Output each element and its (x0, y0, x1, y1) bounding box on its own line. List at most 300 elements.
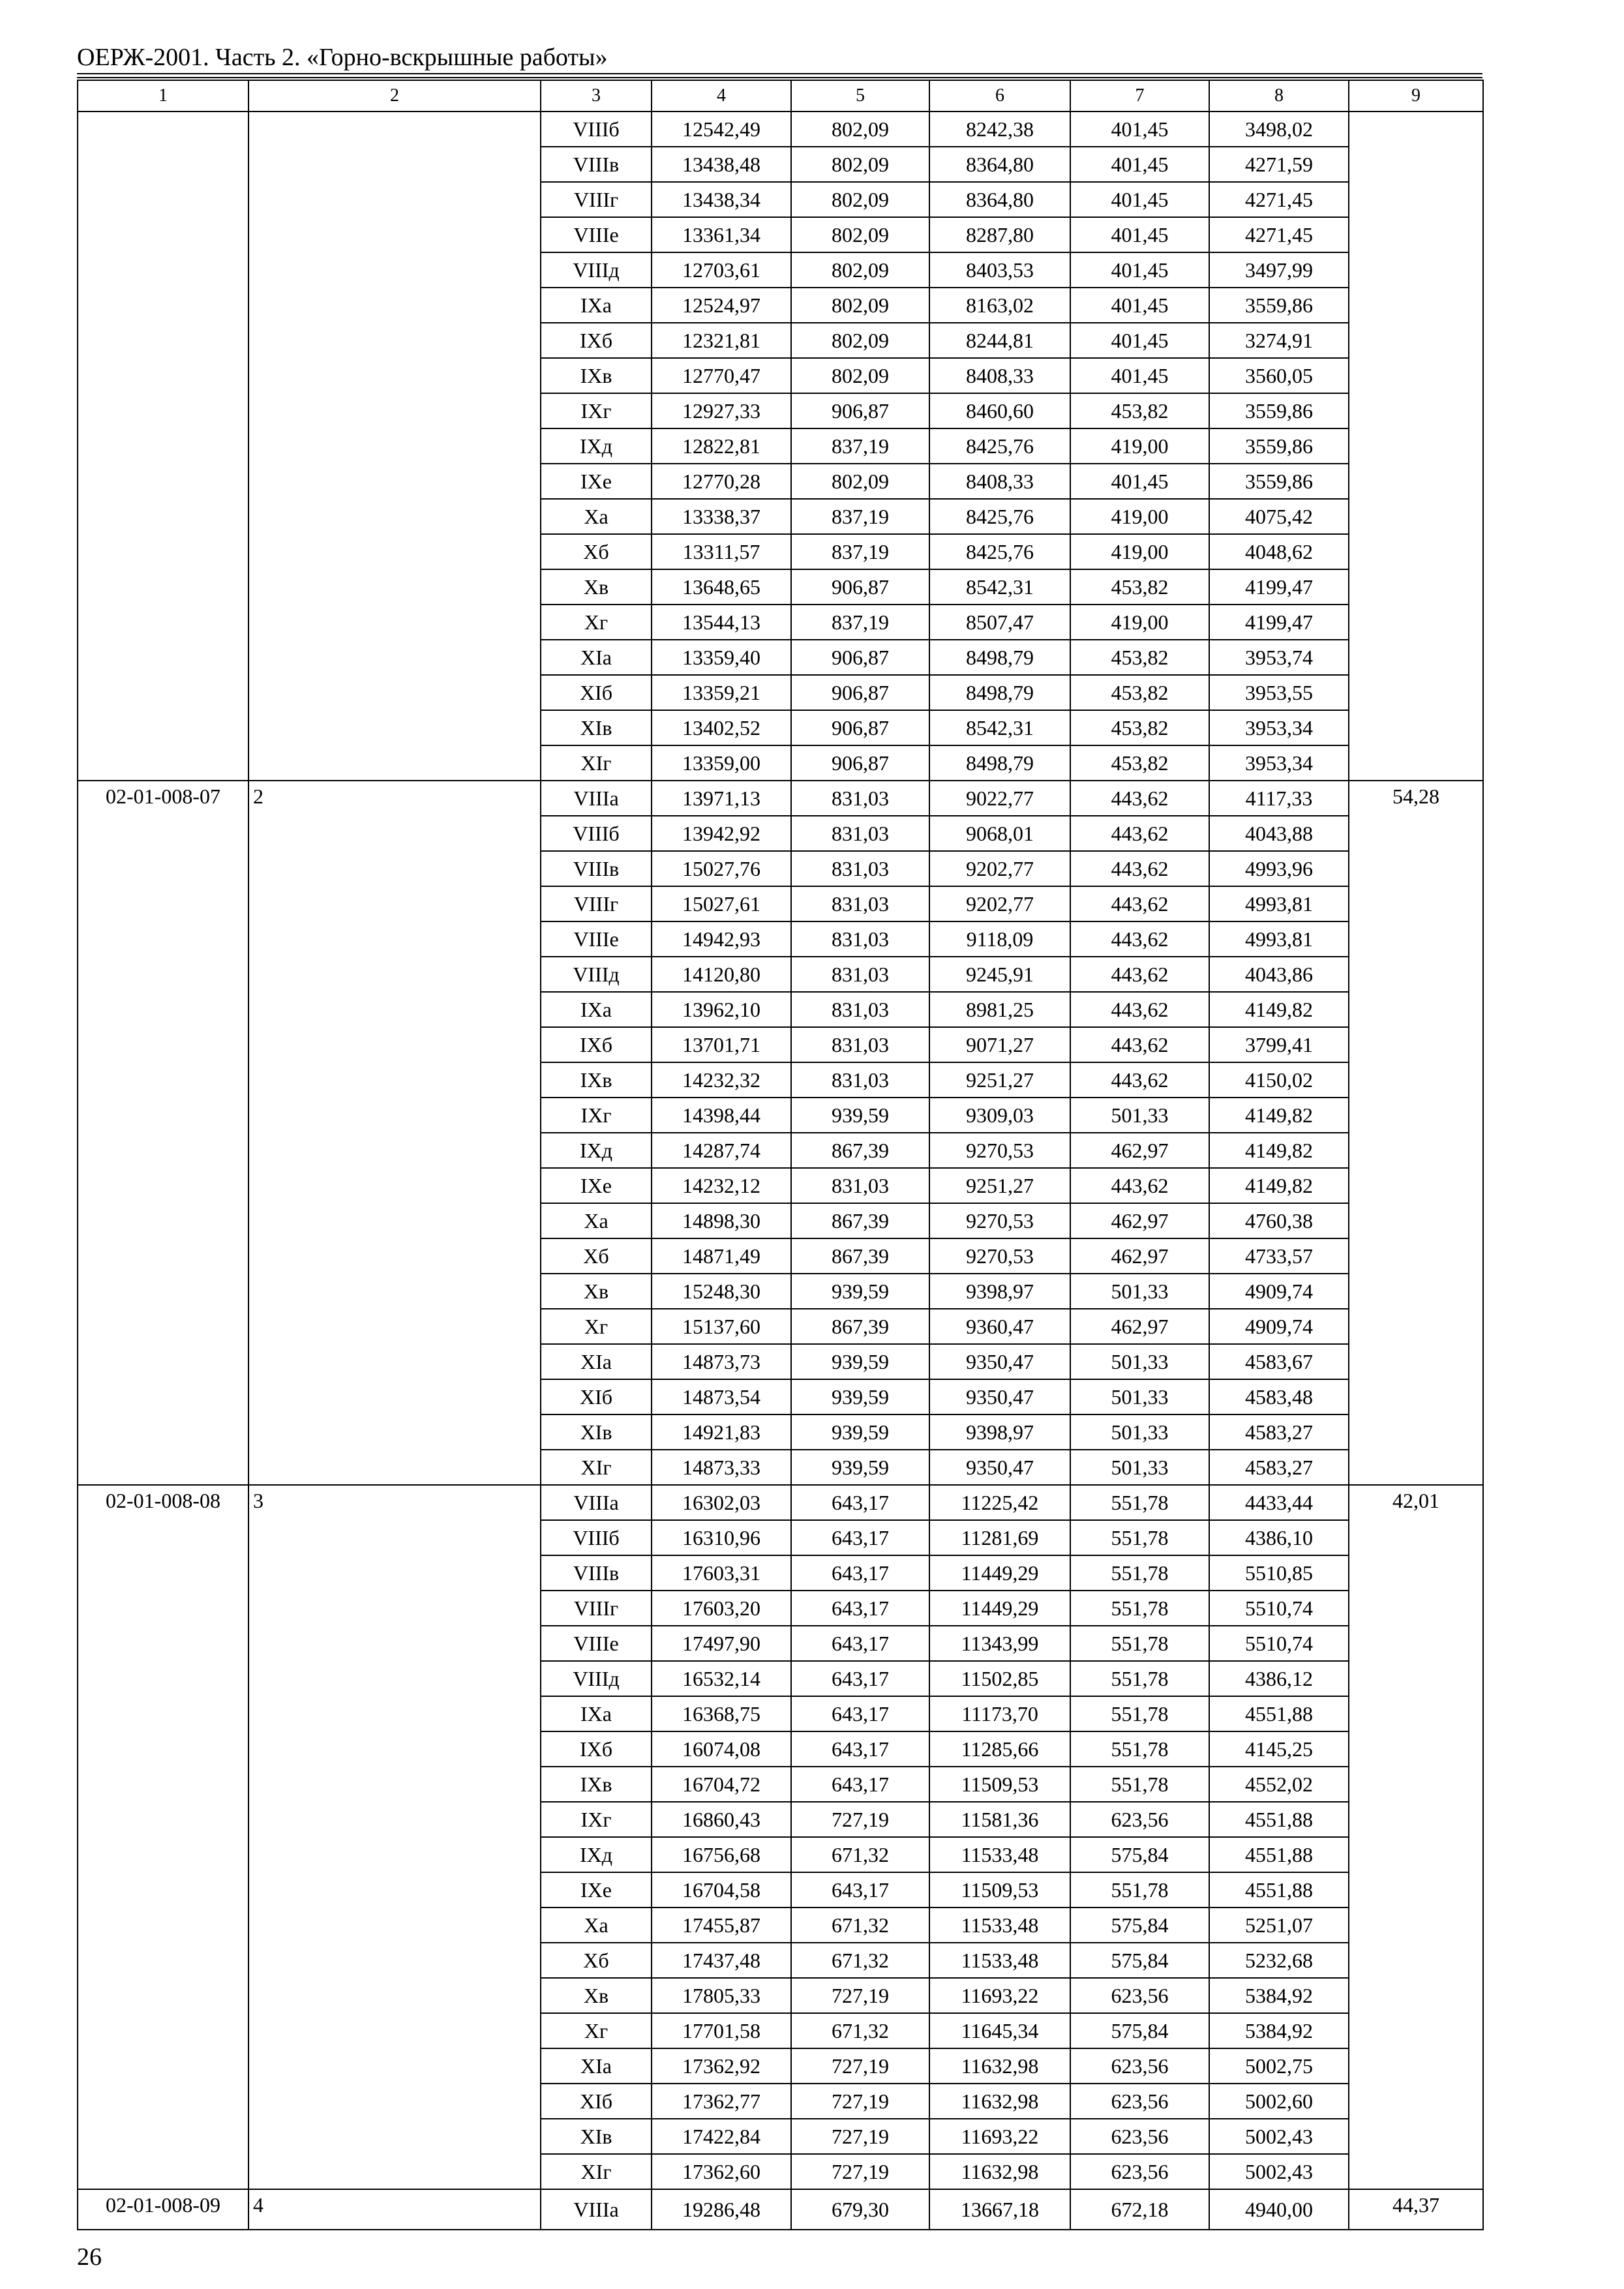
category-cell: IXд (541, 1837, 652, 1872)
total-cost-cell: 16704,58 (652, 1872, 791, 1908)
machinist-wages-cell: 551,78 (1070, 1591, 1209, 1626)
total-cost-cell: 13962,10 (652, 992, 791, 1027)
wages-cell: 643,17 (791, 1591, 929, 1626)
wages-cell: 831,03 (791, 992, 929, 1027)
rate-name-cell: 3 (248, 1485, 541, 2189)
materials-cost-cell: 4199,47 (1209, 605, 1349, 640)
labor-cost-cell: 54,28 (1349, 781, 1483, 1485)
machinist-wages-cell: 462,97 (1070, 1238, 1209, 1274)
category-cell: Xв (541, 569, 652, 605)
machinist-wages-cell: 623,56 (1070, 1802, 1209, 1837)
materials-cost-cell: 4145,25 (1209, 1731, 1349, 1767)
machinist-wages-cell: 462,97 (1070, 1203, 1209, 1238)
machinist-wages-cell: 443,62 (1070, 816, 1209, 851)
machine-cost-cell: 13667,18 (929, 2189, 1070, 2230)
total-cost-cell: 14873,73 (652, 1344, 791, 1379)
total-cost-cell: 14398,44 (652, 1098, 791, 1133)
total-cost-cell: 16532,14 (652, 1661, 791, 1696)
materials-cost-cell: 4199,47 (1209, 569, 1349, 605)
wages-cell: 906,87 (791, 745, 929, 781)
wages-cell: 867,39 (791, 1133, 929, 1168)
machine-cost-cell: 9360,47 (929, 1309, 1070, 1344)
category-cell: IXв (541, 358, 652, 393)
machine-cost-cell: 8542,31 (929, 710, 1070, 745)
category-cell: IXе (541, 1168, 652, 1203)
machine-cost-cell: 9350,47 (929, 1344, 1070, 1379)
wages-cell: 727,19 (791, 2048, 929, 2084)
labor-cost-cell (1349, 112, 1483, 781)
machine-cost-cell: 11449,29 (929, 1555, 1070, 1591)
materials-cost-cell: 4386,10 (1209, 1520, 1349, 1555)
wages-cell: 906,87 (791, 710, 929, 745)
category-cell: IXа (541, 1696, 652, 1731)
machinist-wages-cell: 551,78 (1070, 1767, 1209, 1802)
wages-cell: 837,19 (791, 499, 929, 534)
machine-cost-cell: 9350,47 (929, 1379, 1070, 1414)
wages-cell: 837,19 (791, 428, 929, 464)
machinist-wages-cell: 443,62 (1070, 886, 1209, 921)
machine-cost-cell: 8408,33 (929, 464, 1070, 499)
materials-cost-cell: 5002,75 (1209, 2048, 1349, 2084)
category-cell: VIIIб (541, 816, 652, 851)
wages-cell: 802,09 (791, 323, 929, 358)
category-cell: VIIIа (541, 2189, 652, 2230)
machinist-wages-cell: 551,78 (1070, 1661, 1209, 1696)
header-rule-bottom (77, 77, 1482, 78)
category-cell: IXв (541, 1767, 652, 1802)
table-row (78, 781, 1483, 816)
wages-cell: 643,17 (791, 1626, 929, 1661)
category-cell: VIIIд (541, 1661, 652, 1696)
total-cost-cell: 13359,21 (652, 675, 791, 710)
machine-cost-cell: 11645,34 (929, 2013, 1070, 2048)
total-cost-cell: 12321,81 (652, 323, 791, 358)
machine-cost-cell: 8425,76 (929, 428, 1070, 464)
category-cell: IXб (541, 1027, 652, 1062)
wages-cell: 939,59 (791, 1450, 929, 1485)
machine-cost-cell: 11509,53 (929, 1872, 1070, 1908)
machine-cost-cell: 8244,81 (929, 323, 1070, 358)
machinist-wages-cell: 672,18 (1070, 2189, 1209, 2230)
total-cost-cell: 16310,96 (652, 1520, 791, 1555)
total-cost-cell: 16704,72 (652, 1767, 791, 1802)
materials-cost-cell: 4043,86 (1209, 957, 1349, 992)
total-cost-cell: 17362,92 (652, 2048, 791, 2084)
machinist-wages-cell: 551,78 (1070, 1731, 1209, 1767)
column-number-cell: 4 (652, 80, 791, 112)
machinist-wages-cell: 575,84 (1070, 1908, 1209, 1943)
wages-cell: 643,17 (791, 1661, 929, 1696)
wages-cell: 867,39 (791, 1309, 929, 1344)
machinist-wages-cell: 551,78 (1070, 1555, 1209, 1591)
table-row (78, 112, 1483, 147)
machinist-wages-cell: 401,45 (1070, 147, 1209, 182)
materials-cost-cell: 4551,88 (1209, 1696, 1349, 1731)
materials-cost-cell: 3559,86 (1209, 464, 1349, 499)
wages-cell: 906,87 (791, 569, 929, 605)
machinist-wages-cell: 443,62 (1070, 921, 1209, 957)
total-cost-cell: 14120,80 (652, 957, 791, 992)
machine-cost-cell: 9398,97 (929, 1274, 1070, 1309)
wages-cell: 727,19 (791, 1802, 929, 1837)
column-number-cell: 7 (1070, 80, 1209, 112)
category-cell: Xа (541, 1203, 652, 1238)
category-cell: IXе (541, 1872, 652, 1908)
total-cost-cell: 15137,60 (652, 1309, 791, 1344)
total-cost-cell: 17701,58 (652, 2013, 791, 2048)
machinist-wages-cell: 575,84 (1070, 2013, 1209, 2048)
materials-cost-cell: 5384,92 (1209, 1978, 1349, 2013)
machine-cost-cell: 8425,76 (929, 499, 1070, 534)
machinist-wages-cell: 623,56 (1070, 2119, 1209, 2154)
machinist-wages-cell: 443,62 (1070, 781, 1209, 816)
page-number: 26 (77, 2243, 102, 2271)
machinist-wages-cell: 401,45 (1070, 112, 1209, 147)
machine-cost-cell: 11533,48 (929, 1908, 1070, 1943)
materials-cost-cell: 4149,82 (1209, 1168, 1349, 1203)
rate-code-cell: 02-01-008-09 (78, 2189, 248, 2230)
machine-cost-cell: 9251,27 (929, 1062, 1070, 1098)
materials-cost-cell: 5384,92 (1209, 2013, 1349, 2048)
machine-cost-cell: 11533,48 (929, 1943, 1070, 1978)
materials-cost-cell: 4909,74 (1209, 1274, 1349, 1309)
total-cost-cell: 16368,75 (652, 1696, 791, 1731)
machinist-wages-cell: 501,33 (1070, 1344, 1209, 1379)
machine-cost-cell: 9251,27 (929, 1168, 1070, 1203)
machinist-wages-cell: 551,78 (1070, 1626, 1209, 1661)
machinist-wages-cell: 623,56 (1070, 2154, 1209, 2189)
total-cost-cell: 13311,57 (652, 534, 791, 569)
materials-cost-cell: 4149,82 (1209, 1133, 1349, 1168)
total-cost-cell: 13361,34 (652, 217, 791, 252)
wages-cell: 643,17 (791, 1872, 929, 1908)
wages-cell: 837,19 (791, 534, 929, 569)
category-cell: XIв (541, 1414, 652, 1450)
total-cost-cell: 14232,32 (652, 1062, 791, 1098)
category-cell: Xа (541, 1908, 652, 1943)
header-rule-top (77, 73, 1482, 74)
total-cost-cell: 12770,28 (652, 464, 791, 499)
machine-cost-cell: 11285,66 (929, 1731, 1070, 1767)
machine-cost-cell: 11173,70 (929, 1696, 1070, 1731)
total-cost-cell: 17603,20 (652, 1591, 791, 1626)
machine-cost-cell: 8242,38 (929, 112, 1070, 147)
total-cost-cell: 17805,33 (652, 1978, 791, 2013)
machinist-wages-cell: 623,56 (1070, 1978, 1209, 2013)
machinist-wages-cell: 419,00 (1070, 605, 1209, 640)
wages-cell: 939,59 (791, 1274, 929, 1309)
materials-cost-cell: 4993,96 (1209, 851, 1349, 886)
wages-cell: 802,09 (791, 464, 929, 499)
wages-cell: 643,17 (791, 1696, 929, 1731)
machine-cost-cell: 11449,29 (929, 1591, 1070, 1626)
category-cell: Xг (541, 1309, 652, 1344)
machinist-wages-cell: 443,62 (1070, 992, 1209, 1027)
materials-cost-cell: 5510,85 (1209, 1555, 1349, 1591)
category-cell: VIIIе (541, 217, 652, 252)
column-number-cell: 5 (791, 80, 929, 112)
materials-cost-cell: 5251,07 (1209, 1908, 1349, 1943)
wages-cell: 671,32 (791, 1837, 929, 1872)
category-cell: VIIIе (541, 921, 652, 957)
total-cost-cell: 12927,33 (652, 393, 791, 428)
category-cell: XIа (541, 640, 652, 675)
category-cell: VIIIа (541, 781, 652, 816)
category-cell: VIIIа (541, 1485, 652, 1520)
wages-cell: 727,19 (791, 1978, 929, 2013)
wages-cell: 671,32 (791, 1943, 929, 1978)
category-cell: Xб (541, 534, 652, 569)
category-cell: XIг (541, 1450, 652, 1485)
total-cost-cell: 13438,34 (652, 182, 791, 217)
total-cost-cell: 16074,08 (652, 1731, 791, 1767)
total-cost-cell: 16756,68 (652, 1837, 791, 1872)
wages-cell: 643,17 (791, 1555, 929, 1591)
category-cell: IXб (541, 1731, 652, 1767)
wages-cell: 802,09 (791, 182, 929, 217)
machine-cost-cell: 9071,27 (929, 1027, 1070, 1062)
wages-cell: 802,09 (791, 147, 929, 182)
total-cost-cell: 17603,31 (652, 1555, 791, 1591)
category-cell: XIа (541, 2048, 652, 2084)
category-cell: VIIIг (541, 886, 652, 921)
materials-cost-cell: 4075,42 (1209, 499, 1349, 534)
machine-cost-cell: 9350,47 (929, 1450, 1070, 1485)
machinist-wages-cell: 551,78 (1070, 1485, 1209, 1520)
materials-cost-cell: 4583,48 (1209, 1379, 1349, 1414)
total-cost-cell: 13701,71 (652, 1027, 791, 1062)
machine-cost-cell: 11225,42 (929, 1485, 1070, 1520)
wages-cell: 671,32 (791, 2013, 929, 2048)
category-cell: IXг (541, 1802, 652, 1837)
materials-cost-cell: 4760,38 (1209, 1203, 1349, 1238)
materials-cost-cell: 4733,57 (1209, 1238, 1349, 1274)
materials-cost-cell: 4048,62 (1209, 534, 1349, 569)
category-cell: Xб (541, 1238, 652, 1274)
machine-cost-cell: 8507,47 (929, 605, 1070, 640)
materials-cost-cell: 4551,88 (1209, 1872, 1349, 1908)
wages-cell: 906,87 (791, 675, 929, 710)
machinist-wages-cell: 401,45 (1070, 288, 1209, 323)
total-cost-cell: 14232,12 (652, 1168, 791, 1203)
machine-cost-cell: 9118,09 (929, 921, 1070, 957)
wages-cell: 643,17 (791, 1485, 929, 1520)
category-cell: IXа (541, 992, 652, 1027)
rate-code-cell (78, 112, 248, 781)
machine-cost-cell: 9270,53 (929, 1238, 1070, 1274)
machinist-wages-cell: 401,45 (1070, 464, 1209, 499)
materials-cost-cell: 4583,27 (1209, 1450, 1349, 1485)
machinist-wages-cell: 401,45 (1070, 358, 1209, 393)
machinist-wages-cell: 401,45 (1070, 323, 1209, 358)
wages-cell: 671,32 (791, 1908, 929, 1943)
machine-cost-cell: 8403,53 (929, 252, 1070, 288)
machinist-wages-cell: 419,00 (1070, 499, 1209, 534)
machine-cost-cell: 11632,98 (929, 2048, 1070, 2084)
machine-cost-cell: 11632,98 (929, 2154, 1070, 2189)
wages-cell: 802,09 (791, 252, 929, 288)
wages-cell: 831,03 (791, 886, 929, 921)
materials-cost-cell: 5002,43 (1209, 2154, 1349, 2189)
wages-cell: 939,59 (791, 1414, 929, 1450)
total-cost-cell: 13359,40 (652, 640, 791, 675)
table-row (78, 1485, 1483, 1520)
category-cell: Xг (541, 605, 652, 640)
wages-cell: 802,09 (791, 358, 929, 393)
machine-cost-cell: 11509,53 (929, 1767, 1070, 1802)
category-cell: IXе (541, 464, 652, 499)
total-cost-cell: 12524,97 (652, 288, 791, 323)
machinist-wages-cell: 501,33 (1070, 1414, 1209, 1450)
materials-cost-cell: 4043,88 (1209, 816, 1349, 851)
column-number-cell: 6 (929, 80, 1070, 112)
category-cell: VIIIв (541, 147, 652, 182)
category-cell: IXб (541, 323, 652, 358)
wages-cell: 727,19 (791, 2154, 929, 2189)
wages-cell: 831,03 (791, 957, 929, 992)
total-cost-cell: 19286,48 (652, 2189, 791, 2230)
category-cell: IXг (541, 1098, 652, 1133)
category-cell: XIб (541, 2084, 652, 2119)
wages-cell: 831,03 (791, 1168, 929, 1203)
category-cell: IXд (541, 428, 652, 464)
materials-cost-cell: 5510,74 (1209, 1591, 1349, 1626)
machinist-wages-cell: 453,82 (1070, 675, 1209, 710)
machinist-wages-cell: 462,97 (1070, 1133, 1209, 1168)
total-cost-cell: 13402,52 (652, 710, 791, 745)
rates-table-body (78, 80, 1483, 2230)
category-cell: VIIIг (541, 1591, 652, 1626)
machine-cost-cell: 11281,69 (929, 1520, 1070, 1555)
category-cell: VIIIг (541, 182, 652, 217)
materials-cost-cell: 3497,99 (1209, 252, 1349, 288)
total-cost-cell: 12542,49 (652, 112, 791, 147)
labor-cost-cell: 44,37 (1349, 2189, 1483, 2230)
machine-cost-cell: 11693,22 (929, 1978, 1070, 2013)
machine-cost-cell: 9068,01 (929, 816, 1070, 851)
materials-cost-cell: 4551,88 (1209, 1837, 1349, 1872)
total-cost-cell: 12822,81 (652, 428, 791, 464)
category-cell: IXв (541, 1062, 652, 1098)
materials-cost-cell: 3498,02 (1209, 112, 1349, 147)
machinist-wages-cell: 551,78 (1070, 1520, 1209, 1555)
materials-cost-cell: 3953,34 (1209, 745, 1349, 781)
category-cell: VIIIб (541, 112, 652, 147)
materials-cost-cell: 3799,41 (1209, 1027, 1349, 1062)
rate-name-cell: 4 (248, 2189, 541, 2230)
wages-cell: 727,19 (791, 2119, 929, 2154)
total-cost-cell: 14942,93 (652, 921, 791, 957)
wages-cell: 727,19 (791, 2084, 929, 2119)
total-cost-cell: 17437,48 (652, 1943, 791, 1978)
machinist-wages-cell: 443,62 (1070, 851, 1209, 886)
category-cell: Xа (541, 499, 652, 534)
machine-cost-cell: 8460,60 (929, 393, 1070, 428)
materials-cost-cell: 4940,00 (1209, 2189, 1349, 2230)
machine-cost-cell: 8498,79 (929, 675, 1070, 710)
wages-cell: 906,87 (791, 393, 929, 428)
wages-cell: 831,03 (791, 781, 929, 816)
total-cost-cell: 13648,65 (652, 569, 791, 605)
category-cell: IXа (541, 288, 652, 323)
machine-cost-cell: 11693,22 (929, 2119, 1070, 2154)
rate-name-cell: 2 (248, 781, 541, 1485)
column-number-cell: 1 (78, 80, 248, 112)
materials-cost-cell: 4993,81 (1209, 921, 1349, 957)
category-cell: VIIIе (541, 1626, 652, 1661)
machine-cost-cell: 8981,25 (929, 992, 1070, 1027)
wages-cell: 831,03 (791, 1027, 929, 1062)
machinist-wages-cell: 443,62 (1070, 957, 1209, 992)
machine-cost-cell: 9309,03 (929, 1098, 1070, 1133)
column-number-cell: 8 (1209, 80, 1349, 112)
materials-cost-cell: 4993,81 (1209, 886, 1349, 921)
materials-cost-cell: 4117,33 (1209, 781, 1349, 816)
machine-cost-cell: 9270,53 (929, 1133, 1070, 1168)
machinist-wages-cell: 419,00 (1070, 428, 1209, 464)
rate-code-cell: 02-01-008-07 (78, 781, 248, 1485)
machinist-wages-cell: 501,33 (1070, 1098, 1209, 1133)
column-number-cell: 3 (541, 80, 652, 112)
machinist-wages-cell: 401,45 (1070, 252, 1209, 288)
wages-cell: 679,30 (791, 2189, 929, 2230)
wages-cell: 643,17 (791, 1731, 929, 1767)
machinist-wages-cell: 575,84 (1070, 1837, 1209, 1872)
category-cell: VIIIд (541, 252, 652, 288)
machine-cost-cell: 8498,79 (929, 640, 1070, 675)
machine-cost-cell: 8287,80 (929, 217, 1070, 252)
wages-cell: 837,19 (791, 605, 929, 640)
labor-cost-cell: 42,01 (1349, 1485, 1483, 2189)
total-cost-cell: 12703,61 (652, 252, 791, 288)
rate-name-cell (248, 112, 541, 781)
rates-table (77, 80, 1484, 2230)
machinist-wages-cell: 575,84 (1070, 1943, 1209, 1978)
category-cell: XIг (541, 2154, 652, 2189)
machinist-wages-cell: 453,82 (1070, 569, 1209, 605)
materials-cost-cell: 4150,02 (1209, 1062, 1349, 1098)
machine-cost-cell: 8364,80 (929, 182, 1070, 217)
machinist-wages-cell: 443,62 (1070, 1027, 1209, 1062)
machinist-wages-cell: 453,82 (1070, 640, 1209, 675)
page-header-title: ОЕРЖ-2001. Часть 2. «Горно-вскрышные работы» (77, 44, 608, 71)
category-cell: Xг (541, 2013, 652, 2048)
materials-cost-cell: 5002,43 (1209, 2119, 1349, 2154)
materials-cost-cell: 3953,55 (1209, 675, 1349, 710)
machine-cost-cell: 11581,36 (929, 1802, 1070, 1837)
total-cost-cell: 16860,43 (652, 1802, 791, 1837)
materials-cost-cell: 4583,67 (1209, 1344, 1349, 1379)
materials-cost-cell: 5002,60 (1209, 2084, 1349, 2119)
wages-cell: 867,39 (791, 1238, 929, 1274)
total-cost-cell: 13544,13 (652, 605, 791, 640)
machinist-wages-cell: 623,56 (1070, 2048, 1209, 2084)
category-cell: XIв (541, 2119, 652, 2154)
category-cell: XIг (541, 745, 652, 781)
machinist-wages-cell: 623,56 (1070, 2084, 1209, 2119)
wages-cell: 831,03 (791, 1062, 929, 1098)
materials-cost-cell: 4386,12 (1209, 1661, 1349, 1696)
rate-code-cell: 02-01-008-08 (78, 1485, 248, 2189)
wages-cell: 643,17 (791, 1767, 929, 1802)
wages-cell: 939,59 (791, 1379, 929, 1414)
machine-cost-cell: 8425,76 (929, 534, 1070, 569)
materials-cost-cell: 3953,74 (1209, 640, 1349, 675)
materials-cost-cell: 3274,91 (1209, 323, 1349, 358)
machine-cost-cell: 8163,02 (929, 288, 1070, 323)
column-number-cell: 9 (1349, 80, 1483, 112)
total-cost-cell: 17362,77 (652, 2084, 791, 2119)
